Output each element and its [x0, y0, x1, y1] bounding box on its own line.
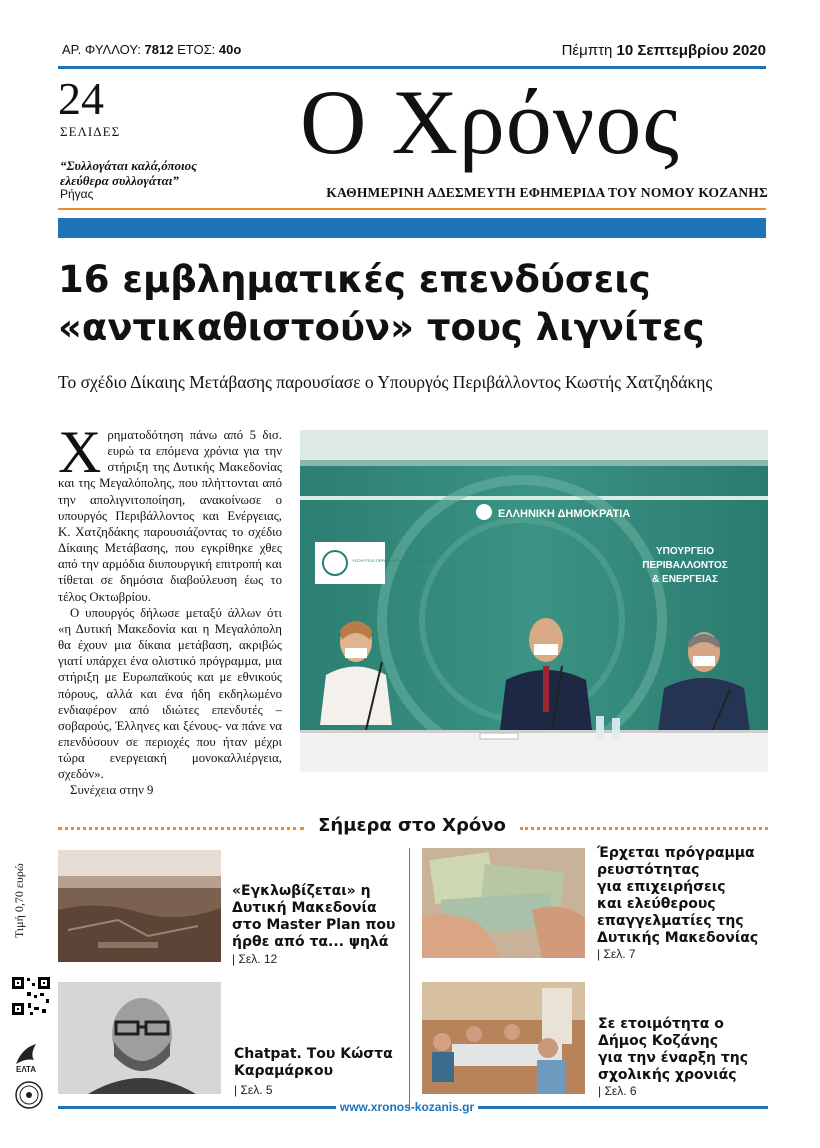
- story-4-line-1: Σε ετοιμότητα ο: [598, 1016, 724, 1032]
- footer-url[interactable]: www.xronos-kozanis.gr: [339, 1100, 475, 1114]
- headline-line-2: «αντικαθιστούν» τους λιγνίτες: [58, 306, 705, 349]
- story-4-title[interactable]: [598, 1016, 768, 1084]
- story-1-page: | Σελ. 12: [232, 952, 278, 966]
- portrait-photo: [58, 982, 221, 1094]
- story-3-page: | Σελ. 5: [234, 1083, 273, 1097]
- footer-rule-left: [58, 1106, 336, 1109]
- quote-author: Ρήγας: [60, 187, 94, 201]
- photo-sign-line-1: ΥΠΟΥΡΓΕΙΟ: [656, 546, 714, 557]
- lead-article: [58, 419, 282, 799]
- dropcap: Χ: [58, 419, 102, 485]
- press-conference-photo: [300, 430, 768, 772]
- story-2-line-2: ρευστότητας: [597, 862, 700, 878]
- pages-label: ΣΕΛΙΔΕΣ: [60, 124, 121, 139]
- photo-small-sign: ΥΠΟΥΡΓΕΙΟ ΠΕΡΙΒΑΛΛΟΝΤΟΣ & ΕΝΕΡΓΕΙΑΣ: [352, 558, 437, 563]
- sheet-label: ΑΡ. ΦΥΛΛΟΥ:: [62, 42, 141, 57]
- footer-rule-right: [478, 1106, 768, 1109]
- section-dots-left: [58, 827, 304, 830]
- story-1-line-2: Δυτική Μακεδονία: [232, 900, 377, 916]
- price-text: Τιμή 0,70 ευρώ: [12, 863, 26, 938]
- issue-date: [562, 42, 766, 59]
- paragraph-1-text: ρηματοδότηση πάνω από 5 δισ. ευρώ τα επόμενα χρόνια για την στήριξη της Δυτικής Μακεδονίας και της Μεγαλόπολης, που πλήττονται από την απολιγνιτοποίηση, ανακοίνωσε ο υπουργός Περιβάλλοντος και Ενέργειας, Κ. Χατζηδάκης παρουσιάζοντας το σχέδιο Δίκαιης Μετάβασης, που εγκρίθηκε χθες από την αρμόδια διυπουργική επιτροπή και τίθεται σε δημόσια διαβούλευση έως το τέλος Οκτωβρίου.: [58, 428, 282, 604]
- story-3-line-1: Chatpat. Του Κώστα: [234, 1046, 393, 1062]
- top-rule: [58, 66, 766, 69]
- seal-icon: [14, 1080, 44, 1110]
- landscape-photo: [58, 850, 221, 962]
- date-rest: 10 Σεπτεμβρίου 2020: [616, 42, 766, 59]
- photo-sign-line-2: ΠΕΡΙΒΑΛΛΟΝΤΟΣ: [642, 560, 728, 571]
- story-4-thumb[interactable]: [422, 982, 585, 1094]
- tagline: ΚΑΘΗΜΕΡΙΝΗ ΑΔΕΣΜΕΥΤΗ ΕΦΗΜΕΡΙΔΑ ΤΟΥ ΝΟΜΟΥ ΚΟΖΑΝΗΣ: [326, 185, 768, 200]
- masthead-quote: “Συλλογάται καλά,όποιος ελεύθερα συλλογάται”: [60, 158, 197, 188]
- story-3-line-2: Καραμάρκου: [234, 1063, 334, 1079]
- pages-number: 24: [58, 73, 104, 124]
- section-dots-right: [520, 827, 768, 830]
- story-1-line-1: «Εγκλωβίζεται» η: [232, 883, 371, 899]
- story-2-page: | Σελ. 7: [597, 947, 636, 961]
- story-3-title[interactable]: [234, 1046, 404, 1080]
- sheet-number: 7812: [144, 42, 174, 57]
- meeting-photo: [422, 982, 585, 1094]
- lead-headline: [58, 256, 768, 352]
- story-4-line-4: σχολικής χρονιάς: [598, 1067, 737, 1083]
- story-1-line-4: ήρθε από τα... ψηλά: [232, 934, 389, 950]
- issue-info: [62, 42, 241, 57]
- article-paragraph-2: Ο υπουργός δήλωσε μεταξύ άλλων ότι «η Δυτική Μακεδονία και η Μεγαλόπολη θα έχουν μια δίκαια μετάβαση, ακριβώς γιατί υπάρχει ένα ολιστικό πρόγραμμα, μια στήριξη με Ευρωπαϊκούς και με εθνικούς πόρους, αλλά και ένα ήδη εκδηλωμένο ενδιαφέρον από ιδιώτες επενδυτές – σοβαρούς, Έλληνες και ξένους- να πάνε να επενδύσουν σε περιοχές που ήταν μέχρι τώρα ενεργειακή μονοκαλλιέργεια, σχεδόν».: [58, 605, 282, 782]
- elta-text: ΕΛΤΑ: [16, 1065, 37, 1074]
- date-day: Πέμπτη: [561, 42, 613, 59]
- price-label: [12, 858, 32, 948]
- story-2-line-6: Δυτικής Μακεδονίας: [597, 930, 759, 946]
- year-label: ΕΤΟΣ:: [177, 42, 216, 57]
- banknotes-photo: [422, 848, 585, 958]
- year-number: 40ο: [218, 42, 242, 57]
- orange-rule: [58, 208, 766, 210]
- blue-band: [58, 218, 766, 238]
- story-4-line-3: για την έναρξη της: [598, 1050, 749, 1066]
- story-1-thumb[interactable]: [58, 850, 221, 962]
- article-paragraph-1: [58, 419, 282, 605]
- story-2-line-5: επαγγελματίες της: [597, 913, 744, 929]
- section-title: Σήμερα στο Χρόνο: [318, 815, 506, 836]
- qr-code-icon[interactable]: [10, 975, 52, 1017]
- photo-banner-text: ΕΛΛΗΝΙΚΗ ΔΗΜΟΚΡΑΤΙΑ: [498, 508, 631, 520]
- elta-logo-icon: [12, 1040, 46, 1074]
- story-3-thumb[interactable]: [58, 982, 221, 1094]
- continue-link[interactable]: Συνέχεια στην 9: [70, 783, 154, 798]
- story-2-line-4: και ελεύθερους: [597, 896, 716, 912]
- story-4-page: | Σελ. 6: [598, 1084, 637, 1098]
- story-2-thumb[interactable]: [422, 848, 585, 958]
- lead-photo: [300, 430, 768, 772]
- lead-subhead: Το σχέδιο Δίκαιης Μετάβασης παρουσίασε ο Υπουργός Περιβάλλοντος Κωστής Χατζηδάκης: [58, 372, 713, 392]
- column-divider: [409, 848, 410, 1110]
- story-2-line-1: Έρχεται πρόγραμμα: [597, 845, 755, 861]
- story-2-line-3: για επιχειρήσεις: [597, 879, 726, 895]
- headline-line-1: 16 εμβληματικές επενδύσεις: [58, 258, 651, 301]
- story-1-title[interactable]: [232, 883, 402, 951]
- story-4-line-2: Δήμος Κοζάνης: [598, 1033, 719, 1049]
- story-2-title[interactable]: [597, 845, 769, 947]
- photo-sign-line-3: & ΕΝΕΡΓΕΙΑΣ: [652, 574, 718, 585]
- story-1-line-3: στο Master Plan που: [232, 917, 396, 933]
- newspaper-logo: Ο Χρόνος: [300, 71, 680, 173]
